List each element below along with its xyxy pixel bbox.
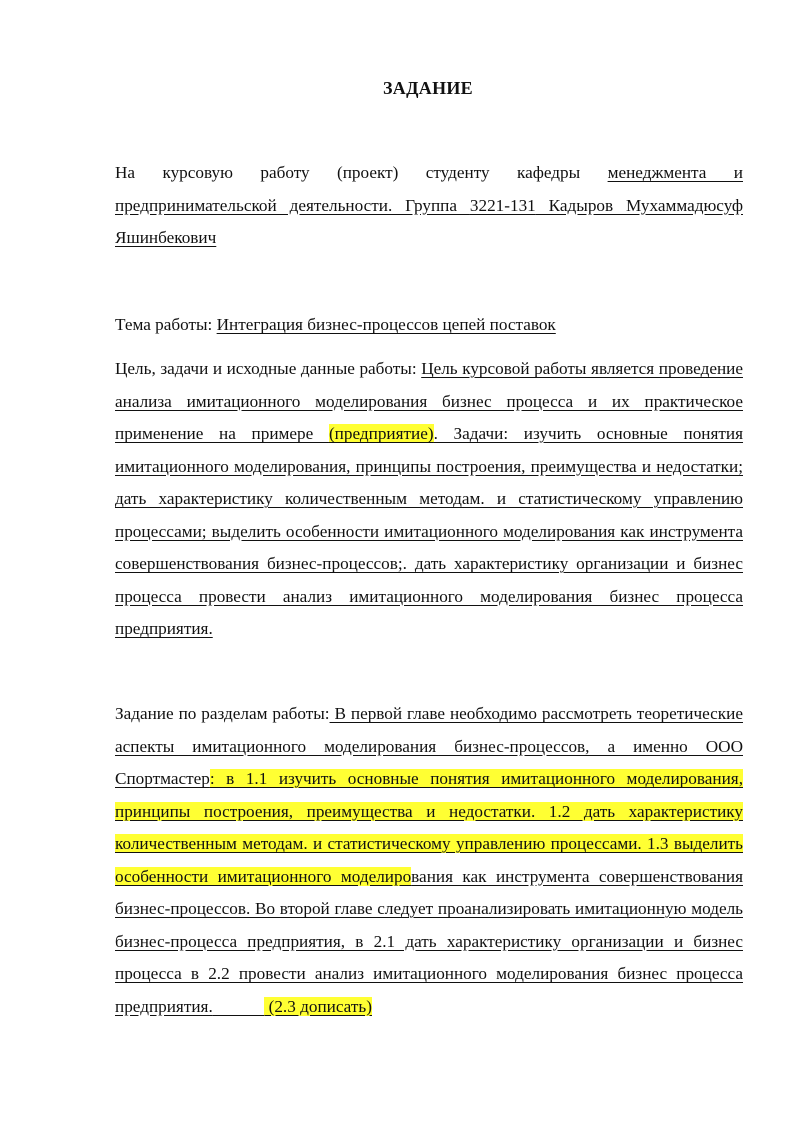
goals-text-2: . Задачи: изучить основные понятия имитационного моделирования, принципы построения, преимущества и недостатки; дать характеристику количественным методам. и статистическому управлению процессами; выделить особенности имитационного моделирования как инструмента совершенствования бизнес-процессов;. дать характеристику организации и бизнес процесса провести анализ имитационного моделирования бизнес процесса предприятия. [115, 424, 744, 639]
department-name: менеджмента и предпринимательской деятельности. Группа [115, 163, 743, 215]
sections-highlight-1: : в 1.1 изучить основные понятия имитационного моделирования, принципы построения, преимущества и недостатки. 1.2 дать характеристику количественным методам. и статистическому управлению процессами. 1.3 выделить особенности имитационного моделиро [115, 769, 743, 886]
sections-label: Задание по разделам работы: [115, 704, 330, 724]
goals-text-1: Цель курсовой работы является проведение анализа имитационного моделирования бизнес процесса и их практическое применение на примере [115, 359, 743, 444]
topic-label: Тема работы: [115, 315, 217, 335]
assignment-paragraph [115, 157, 743, 255]
goals-highlight-enterprise: (предприятие) [328, 424, 434, 444]
group-number: 3221-131 [469, 195, 536, 215]
sections-spacer [213, 997, 265, 1016]
student-name: Кадыров Мухаммадюсуф Яшинбекович [115, 195, 743, 248]
goals-paragraph [115, 353, 743, 646]
document-title: ЗАДАНИЕ [383, 78, 473, 98]
topic-value: Интеграция бизнес-процессов цепей поставок [216, 315, 556, 335]
sections-text-2: вания как инструмента совершенствования бизнес-процессов. Во второй главе следует проанализировать имитационную модель бизнес-процесса предприятия, в 2.1 дать характеристику организации и бизнес процесса в 2.2 провести анализ имитационного моделирования бизнес процесса предприятия. [115, 866, 743, 1016]
goals-label: Цель, задачи и исходные данные работы: [115, 359, 422, 379]
sections-text-1: В первой главе необходимо рассмотреть теоретические аспекты имитационного моделирования бизнес-процессов, а именно ООО Спортмастер [115, 704, 743, 789]
sections-paragraph [115, 698, 743, 1023]
topic-paragraph [115, 309, 743, 342]
assignment-intro: На курсовую работу (проект) студенту кафедры [115, 163, 608, 183]
sections-highlight-2: (2.3 дописать) [264, 996, 372, 1016]
